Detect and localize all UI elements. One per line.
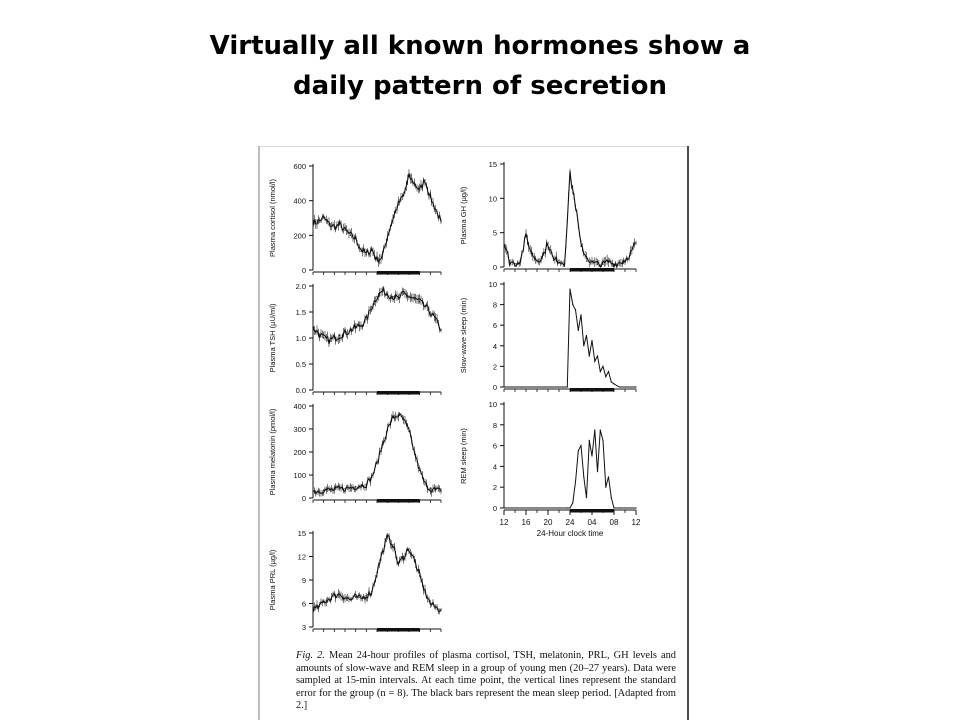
panel-tsh-y-tick-label: 0.0: [295, 386, 306, 395]
panel-tsh-data-point: [360, 324, 361, 325]
panel-gh-data-point: [520, 260, 521, 261]
panel-melatonin-data-point: [419, 470, 420, 471]
panel-tsh-data-point: [392, 296, 393, 297]
panel-rem-sleep-y-tick-label: 10: [488, 400, 497, 409]
panel-tsh-y-label: Plasma TSH (µU/ml): [268, 303, 277, 373]
panel-tsh-y-tick-label: 1.0: [295, 334, 306, 343]
panel-melatonin-data-point: [403, 419, 404, 420]
panel-prl-y-tick-label: 9: [301, 576, 306, 585]
panel-slow-wave-sleep-data-point: [569, 289, 570, 290]
panel-rem-sleep-data-point: [597, 471, 598, 472]
panel-melatonin-data-point: [360, 485, 361, 486]
panel-cortisol-data-point: [430, 197, 431, 198]
panel-cortisol-data-point: [419, 190, 420, 191]
panel-rem-sleep-x-tick-label: 08: [609, 518, 619, 527]
panel-cortisol-data-point: [318, 221, 319, 222]
panel-rem-sleep-data-point: [586, 497, 587, 498]
panel-prl-data-point: [403, 556, 404, 557]
panel-rem-sleep-y-tick-label: 0: [492, 504, 497, 513]
panel-prl-y-tick-label: 15: [297, 529, 306, 538]
panel-melatonin-series-line: [313, 414, 441, 494]
figure-caption-label: Fig. 2.: [296, 650, 325, 661]
panel-rem-sleep: [459, 400, 641, 538]
panel-rem-sleep-data-point: [611, 497, 612, 498]
panel-melatonin-data-point: [387, 428, 388, 429]
panel-melatonin-y-tick-label: 300: [293, 425, 306, 434]
panel-melatonin-data-point: [312, 491, 313, 492]
panel-prl-data-point: [350, 599, 351, 600]
panel-gh-data-point: [553, 260, 554, 261]
panel-rem-sleep-data-point: [575, 481, 576, 482]
panel-gh-data-point: [542, 256, 543, 257]
panel-prl-data-point: [392, 544, 393, 545]
panel-cortisol-data-point: [355, 238, 356, 239]
panel-rem-sleep-data-point: [605, 487, 606, 488]
panel-gh-data-point: [597, 264, 598, 265]
panel-prl-data-point: [424, 591, 425, 592]
panel-slow-wave-sleep-data-point: [572, 304, 573, 305]
panel-prl-y-label: Plasma PRL (µg/l): [268, 549, 277, 611]
panel-cortisol-data-point: [328, 223, 329, 224]
panel-melatonin-y-tick-label: 200: [293, 448, 306, 457]
panel-tsh-data-point: [312, 327, 313, 328]
panel-rem-sleep-x-tick-label: 24: [565, 518, 575, 527]
panel-tsh-y-tick-label: 0.5: [295, 360, 306, 369]
panel-melatonin-y-label: Plasma melatonin (pmol/l): [268, 408, 277, 496]
panel-slow-wave-sleep-data-point: [635, 386, 636, 387]
panel-gh-data-point: [536, 260, 537, 261]
panel-gh-y-tick-label: 15: [488, 160, 497, 169]
panel-prl-data-point: [328, 598, 329, 599]
panel-gh-series-line: [504, 171, 636, 267]
panel-slow-wave-sleep-y-tick-label: 10: [488, 280, 497, 289]
panel-prl-data-point: [318, 607, 319, 608]
panel-melatonin-data-point: [398, 415, 399, 416]
panel-cortisol-data-point: [435, 209, 436, 210]
panel-melatonin-data-point: [430, 488, 431, 489]
panel-prl-y-tick-label: 3: [301, 623, 306, 632]
panel-gh-data-point: [547, 242, 548, 243]
panel-rem-sleep-x-label: 24-Hour clock time: [536, 529, 604, 538]
panel-tsh-data-point: [339, 335, 340, 336]
panel-gh-data-point: [624, 260, 625, 261]
panel-slow-wave-sleep-y-label: Slow-wave sleep (min): [459, 297, 468, 374]
panel-prl-data-point: [376, 572, 377, 573]
panel-prl-data-point: [419, 575, 420, 576]
panel-tsh-data-point: [435, 319, 436, 320]
panel-melatonin-data-point: [376, 463, 377, 464]
panel-slow-wave-sleep-data-point: [503, 386, 504, 387]
panel-slow-wave-sleep-data-point: [575, 309, 576, 310]
panel-rem-sleep-data-point: [635, 507, 636, 508]
panel-prl-data-point: [398, 564, 399, 565]
panel-prl-data-point: [440, 609, 441, 610]
panel-slow-wave-sleep-data-point: [613, 383, 614, 384]
panel-tsh-data-point: [419, 301, 420, 302]
panel-tsh-data-point: [355, 327, 356, 328]
panel-melatonin: [268, 402, 442, 503]
panel-tsh-data-point: [318, 332, 319, 333]
figure-caption: [296, 650, 676, 713]
panel-gh-data-point: [575, 205, 576, 206]
panel-melatonin-data-point: [408, 431, 409, 432]
panel-prl-y-tick-label: 12: [297, 552, 306, 562]
panel-gh-data-point: [558, 260, 559, 261]
panel-slow-wave-sleep-data-point: [619, 386, 620, 387]
figure-caption-text: Mean 24-hour profiles of plasma cortisol, TSH, melatonin, PRL, GH levels and amounts of slow-wave and REM sleep in a group of young men (20–27 years). Data were sampled at 15-min intervals. At each time point, the vertical lines represent the standard error for the group (n = 8). The black bars represent the mean sleep period. [Adapted from 2.]: [296, 650, 677, 712]
panel-slow-wave-sleep-y-tick-label: 4: [492, 341, 497, 351]
panel-slow-wave-sleep-y-tick-label: 8: [492, 300, 497, 310]
panel-rem-sleep-data-point: [569, 507, 570, 508]
panel-cortisol-y-tick-label: 600: [293, 162, 306, 171]
panel-melatonin-data-point: [355, 486, 356, 487]
panel-gh-sleep-bar: [570, 268, 614, 272]
panel-gh-data-point: [514, 263, 515, 264]
panel-gh: [459, 160, 637, 272]
panel-prl-sleep-bar: [377, 628, 420, 632]
panel-rem-sleep-data-point: [580, 445, 581, 446]
panel-cortisol-data-point: [408, 176, 409, 177]
panel-cortisol-data-point: [414, 183, 415, 184]
panel-cortisol-y-label: Plasma cortisol (nmol/l): [268, 179, 277, 257]
panel-prl-data-point: [435, 607, 436, 608]
panel-slow-wave-sleep-sleep-bar: [570, 388, 614, 392]
panel-melatonin-sleep-bar: [377, 499, 420, 503]
panel-tsh-data-point: [344, 332, 345, 333]
panel-gh-data-point: [602, 264, 603, 265]
panel-cortisol-data-point: [366, 254, 367, 255]
panel-prl: [268, 529, 442, 632]
panel-melatonin-data-point: [440, 491, 441, 492]
panel-tsh-data-point: [350, 330, 351, 331]
panel-rem-sleep-data-point: [567, 507, 568, 508]
panel-tsh-y-tick-label: 2.0: [295, 282, 306, 291]
panel-tsh-data-point: [424, 306, 425, 307]
panel-slow-wave-sleep-data-point: [605, 376, 606, 377]
panel-prl-data-point: [360, 598, 361, 599]
panel-gh-y-tick-label: 0: [492, 263, 497, 272]
panel-rem-sleep-y-tick-label: 2: [492, 483, 497, 493]
panel-rem-sleep-series-line: [504, 430, 636, 508]
panel-gh-data-point: [591, 262, 592, 263]
panel-cortisol-data-point: [360, 249, 361, 250]
panel-cortisol-data-point: [344, 230, 345, 231]
panel-slow-wave-sleep-data-point: [594, 361, 595, 362]
panel-gh-data-point: [525, 236, 526, 237]
panel-rem-sleep-x-tick-label: 16: [521, 518, 531, 527]
panel-rem-sleep-x-tick-label: 12: [631, 518, 641, 527]
panel-melatonin-data-point: [435, 489, 436, 490]
panel-melatonin-y-tick-label: 100: [293, 471, 306, 480]
panel-slow-wave-sleep-series-line: [504, 289, 636, 387]
panel-rem-sleep-data-point: [608, 476, 609, 477]
panel-tsh-data-point: [334, 337, 335, 338]
panel-melatonin-data-point: [392, 417, 393, 418]
panel-melatonin-data-point: [414, 451, 415, 452]
panel-melatonin-data-point: [366, 484, 367, 485]
panel-gh-data-point: [503, 242, 504, 243]
panel-melatonin-data-point: [339, 488, 340, 489]
panel-gh-data-point: [608, 261, 609, 262]
panel-cortisol-y-tick-label: 0: [301, 266, 306, 275]
panel-tsh-data-point: [430, 311, 431, 312]
panel-gh-data-point: [564, 263, 565, 264]
panel-slow-wave-sleep-data-point: [586, 335, 587, 336]
panel-cortisol-y-tick-label: 200: [293, 231, 306, 241]
panel-cortisol-series-line: [313, 173, 441, 262]
panel-rem-sleep-x-tick-label: 04: [587, 518, 597, 527]
panel-prl-data-point: [312, 609, 313, 610]
panel-prl-data-point: [339, 594, 340, 595]
panel-rem-sleep-y-tick-label: 6: [492, 441, 497, 451]
panel-cortisol-data-point: [424, 179, 425, 180]
panel-slow-wave-sleep: [459, 280, 637, 392]
panel-tsh-data-point: [382, 291, 383, 292]
panel-slow-wave-sleep-data-point: [578, 330, 579, 331]
panel-slow-wave-sleep-data-point: [583, 345, 584, 346]
panel-prl-data-point: [323, 601, 324, 602]
panel-tsh-data-point: [366, 319, 367, 320]
panel-tsh-y-tick-label: 1.5: [295, 308, 306, 317]
panel-slow-wave-sleep-data-point: [580, 314, 581, 315]
panel-prl-data-point: [344, 597, 345, 598]
panel-prl-data-point: [355, 597, 356, 598]
panel-slow-wave-sleep-data-point: [567, 386, 568, 387]
panel-prl-data-point: [414, 560, 415, 561]
panel-rem-sleep-x-tick-label: 12: [499, 518, 509, 527]
panel-cortisol-data-point: [376, 259, 377, 260]
panel-slow-wave-sleep-data-point: [591, 340, 592, 341]
panel-tsh: [268, 282, 442, 395]
panel-cortisol-data-point: [371, 249, 372, 250]
panel-gh-data-point: [619, 262, 620, 263]
slide-title-line2: daily pattern of secretion: [293, 71, 667, 101]
panel-melatonin-data-point: [382, 445, 383, 446]
panel-melatonin-data-point: [328, 489, 329, 490]
panel-cortisol-data-point: [382, 256, 383, 257]
panel-gh-data-point: [531, 253, 532, 254]
panel-prl-data-point: [387, 536, 388, 537]
panel-gh-data-point: [580, 246, 581, 247]
panel-cortisol-data-point: [387, 235, 388, 236]
panel-cortisol-data-point: [398, 204, 399, 205]
panel-rem-sleep-data-point: [594, 429, 595, 430]
panel-melatonin-data-point: [323, 489, 324, 490]
panel-tsh-data-point: [414, 298, 415, 299]
panel-melatonin-data-point: [350, 487, 351, 488]
panel-rem-sleep-y-tick-label: 8: [492, 420, 497, 430]
panel-melatonin-data-point: [344, 488, 345, 489]
panel-cortisol-data-point: [392, 217, 393, 218]
panel-cortisol-data-point: [440, 221, 441, 222]
panel-melatonin-data-point: [424, 484, 425, 485]
panel-rem-sleep-data-point: [600, 429, 601, 430]
panel-cortisol-data-point: [323, 217, 324, 218]
panel-melatonin-data-point: [334, 489, 335, 490]
panel-cortisol: [268, 162, 442, 275]
panel-tsh-sleep-bar: [377, 391, 420, 395]
panel-rem-sleep-y-label: REM sleep (min): [459, 428, 468, 484]
panel-tsh-data-point: [440, 330, 441, 331]
panel-slow-wave-sleep-data-point: [611, 381, 612, 382]
panel-slow-wave-sleep-y-tick-label: 0: [492, 383, 497, 392]
panel-prl-data-point: [334, 595, 335, 596]
panel-gh-data-point: [630, 253, 631, 254]
panel-gh-y-tick-label: 10: [488, 194, 497, 204]
panel-prl-data-point: [382, 552, 383, 553]
panel-rem-sleep-data-point: [503, 507, 504, 508]
panel-gh-y-tick-label: 5: [492, 228, 497, 238]
panel-rem-sleep-data-point: [589, 440, 590, 441]
panel-melatonin-y-tick-label: 0: [301, 494, 306, 503]
panel-rem-sleep-data-point: [583, 476, 584, 477]
panel-cortisol-data-point: [403, 195, 404, 196]
panel-slow-wave-sleep-data-point: [600, 371, 601, 372]
panel-cortisol-data-point: [339, 224, 340, 225]
panel-melatonin-data-point: [371, 477, 372, 478]
panel-tsh-data-point: [398, 298, 399, 299]
panel-rem-sleep-data-point: [572, 502, 573, 503]
panel-prl-data-point: [408, 548, 409, 549]
panel-slow-wave-sleep-y-tick-label: 2: [492, 362, 497, 372]
panel-cortisol-data-point: [350, 235, 351, 236]
panel-tsh-data-point: [371, 306, 372, 307]
panel-melatonin-y-tick-label: 400: [293, 402, 306, 411]
panel-rem-sleep-y-tick-label: 4: [492, 462, 497, 472]
panel-slow-wave-sleep-y-tick-label: 6: [492, 321, 497, 331]
panel-rem-sleep-data-point: [591, 455, 592, 456]
panel-rem-sleep-data-point: [578, 450, 579, 451]
panel-slow-wave-sleep-data-point: [608, 371, 609, 372]
panel-prl-data-point: [430, 603, 431, 604]
panel-gh-data-point: [509, 261, 510, 262]
panel-prl-data-point: [366, 595, 367, 596]
panel-prl-y-tick-label: 6: [301, 599, 306, 609]
panel-rem-sleep-x-tick-label: 20: [543, 518, 553, 527]
panel-cortisol-data-point: [334, 226, 335, 227]
slide-title-line1: Virtually all known hormones show a: [209, 31, 751, 61]
panel-rem-sleep-data-point: [619, 507, 620, 508]
panel-slow-wave-sleep-data-point: [602, 366, 603, 367]
panel-tsh-data-point: [323, 337, 324, 338]
panel-cortisol-y-tick-label: 400: [293, 196, 306, 206]
panel-rem-sleep-data-point: [613, 507, 614, 508]
panel-gh-data-point: [586, 256, 587, 257]
panel-rem-sleep-data-point: [602, 440, 603, 441]
panel-tsh-data-point: [408, 296, 409, 297]
panel-gh-y-label: Plasma GH (µg/l): [459, 186, 468, 245]
panel-gh-data-point: [635, 242, 636, 243]
panel-cortisol-data-point: [312, 223, 313, 224]
panel-gh-data-point: [613, 264, 614, 265]
panel-melatonin-data-point: [318, 491, 319, 492]
panel-slow-wave-sleep-data-point: [589, 356, 590, 357]
panel-prl-series-line: [313, 535, 441, 613]
panel-tsh-data-point: [387, 293, 388, 294]
panel-tsh-data-point: [376, 296, 377, 297]
panel-prl-data-point: [371, 591, 372, 592]
panel-gh-data-point: [569, 174, 570, 175]
panel-cortisol-sleep-bar: [377, 271, 420, 275]
panel-slow-wave-sleep-data-point: [597, 356, 598, 357]
panel-tsh-data-point: [328, 340, 329, 341]
panel-tsh-data-point: [403, 293, 404, 294]
